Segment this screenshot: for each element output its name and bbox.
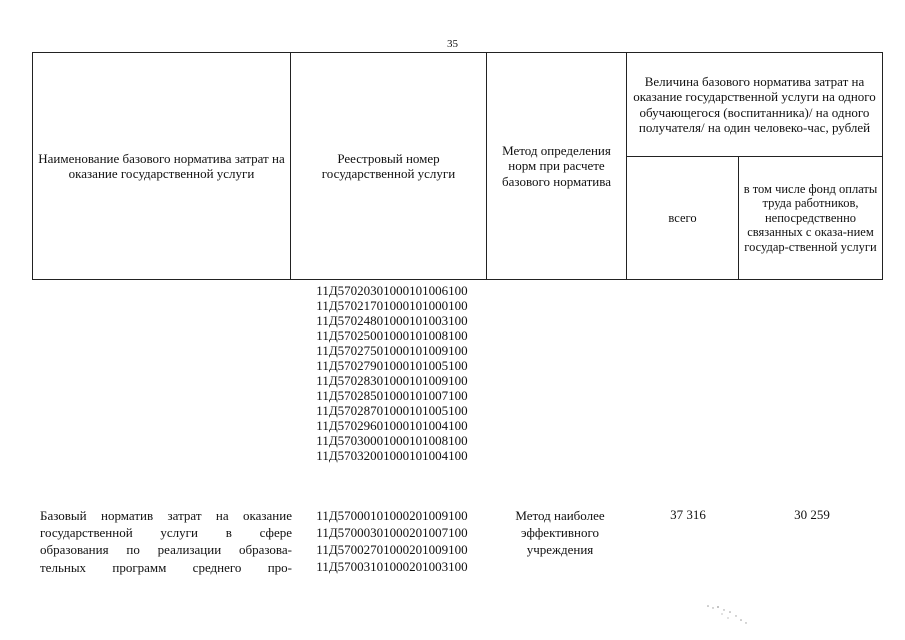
row-method: Метод наиболее эффективного учреждения: [515, 508, 605, 557]
registry-code: 11Д57029601000101004100: [316, 418, 468, 433]
registry-code: 11Д57021701000101000100: [316, 298, 468, 313]
row-name-line: тельных программ среднего про-: [40, 559, 292, 575]
header-table: [32, 52, 883, 280]
registry-codes-list: [294, 283, 490, 463]
registry-code: 11Д57000301000201007100: [316, 525, 468, 540]
row-name-line: государственной услуги в сфере: [40, 525, 292, 541]
registry-code: 11Д57000101000201009100: [316, 508, 468, 523]
row-name-line: Базовый норматив затрат на оказание: [40, 508, 292, 523]
header-total-cell: всего: [627, 157, 739, 280]
header-registry-cell: Реестровый номер государственной услуги: [291, 53, 487, 280]
registry-code: 11Д57020301000101006100: [316, 283, 468, 298]
row-name-line: образования по реализации образова-: [40, 542, 292, 558]
row-total-value: 37 316: [670, 507, 706, 522]
registry-code: 11Д57028501000101007100: [316, 388, 468, 403]
registry-code: 11Д57028301000101009100: [316, 373, 468, 388]
row-registry-codes: [294, 507, 490, 575]
registry-code: 11Д57028701000101005100: [316, 403, 468, 418]
registry-code: 11Д57003101000201003100: [316, 559, 468, 574]
registry-code: 11Д57032001000101004100: [316, 448, 468, 463]
registry-code: 11Д57024801000101003100: [316, 313, 468, 328]
registry-code: 11Д57025001000101008100: [316, 328, 468, 343]
registry-code: 11Д57027901000101005100: [316, 358, 468, 373]
scan-artifact: [700, 600, 760, 630]
header-fund-cell: в том числе фонд оплаты труда работников, непосредственно связанных с оказа-нием государ-ственной услуги: [739, 157, 883, 280]
registry-code: 11Д57027501000101009100: [316, 343, 468, 358]
page-number: 35: [447, 38, 458, 50]
header-method-cell: Метод определения норм при расчете базового норматива: [487, 53, 627, 280]
row-fund-value: 30 259: [794, 507, 830, 522]
header-name-cell: Наименование базового норматива затрат на оказание государственной услуги: [33, 53, 291, 280]
row-service-name: [40, 507, 292, 576]
header-value-cell: Величина базового норматива затрат на оказание государственной услуги на одного обучающегося (воспитанника)/ на одного получателя/ на один человеко-час, рублей: [627, 53, 883, 157]
registry-code: 11Д57030001000101008100: [316, 433, 468, 448]
registry-code: 11Д57002701000201009100: [316, 542, 468, 557]
